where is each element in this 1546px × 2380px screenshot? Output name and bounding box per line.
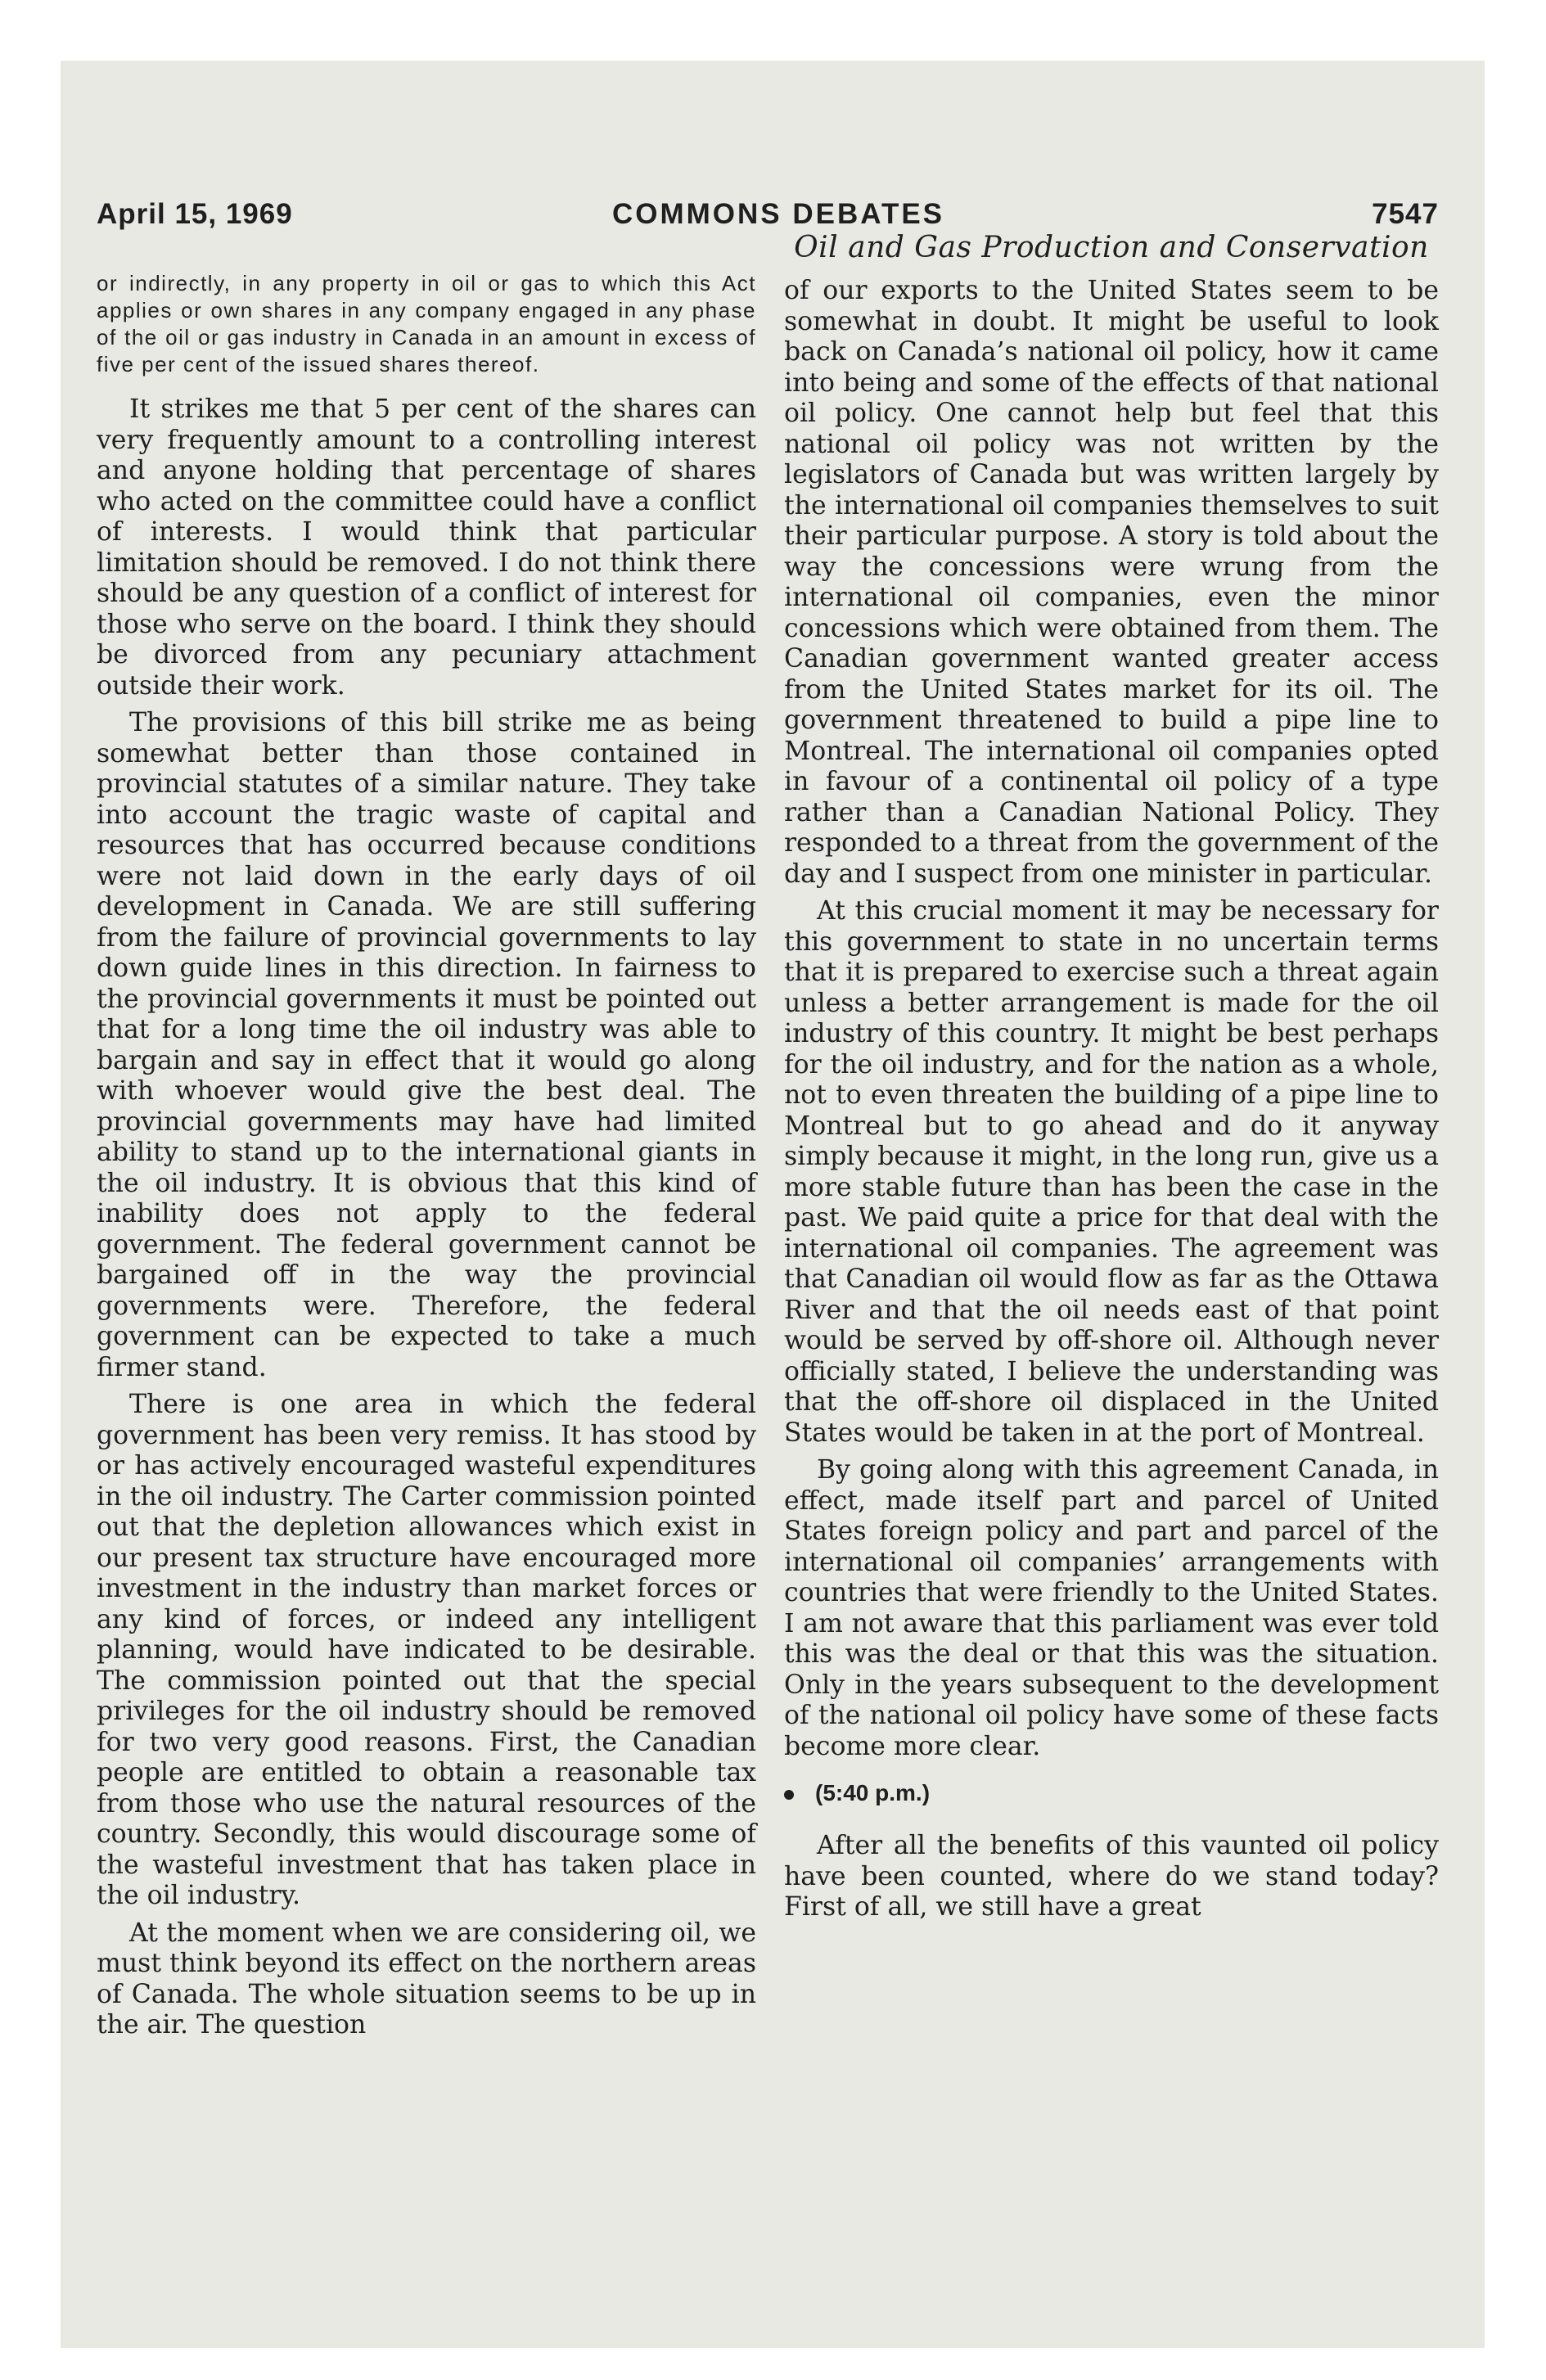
paragraph: By going along with this agreement Canada, in effect, made itself part and parcel of United States foreign policy and part and parcel of the international oil companies’ arrangements with countries that were friendly to the United States. I am not aware that this parliament was ever told this was the deal or that this was the situation. Only in the years subsequent to the development of the national oil policy have some of these facts become more clear.	[784, 1455, 1439, 1761]
header-date: April 15, 1969	[97, 198, 293, 230]
bullet-icon	[784, 1790, 794, 1800]
paragraph: At the moment when we are considering oil, we must think beyond its effect on the northern areas of Canada. The whole situation seems to be up in the air. The question	[97, 1918, 756, 2040]
quoted-clause: or indirectly, in any property in oil or gas to which this Act applies or own shares in any company engaged in any phase of the oil or gas industry in Canada in an amount in excess of five per cent of the issued shares thereof.	[97, 271, 756, 376]
paragraph: The provisions of this bill strike me as being somewhat better than those contained in provincial statutes of a similar nature. They take into account the tragic waste of capital and resources that has occurred because conditions were not laid down in the early days of oil development in Canada. We are still suffering from the failure of provincial governments to lay down guide lines in this direction. In fairness to the provincial governments it must be pointed out that for a long time the oil industry was able to bargain and say in effect that it would go along with whoever would give the best deal. The provincial governments may have had limited ability to stand up to the international giants in the oil industry. It is obvious that this kind of inability does not apply to the federal government. The federal government cannot be bargained off in the way the provincial governments were. Therefore, the federal government can be expected to take a much firmer stand.	[97, 708, 756, 1382]
paragraph-continuation: of our exports to the United States seem to be somewhat in doubt. It might be useful to look back on Canada’s national oil policy, how it came into being and some of the effects of that national oil policy. One cannot help but feel that this national oil policy was not written by the legislators of Canada but was written largely by the international oil companies themselves to suit their particular purpose. A story is told about the way the concessions were wrung from the international oil companies, even the minor concessions which were obtained from them. The Canadian government wanted greater access from the United States market for its oil. The government threatened to build a pipe line to Montreal. The international oil companies opted in favour of a continental oil policy of a type rather than a Canadian National Policy. They responded to a threat from the government of the day and I suspect from one minister in particular.	[784, 276, 1439, 889]
header-page-number: 7547	[1372, 198, 1439, 230]
paragraph: After all the benefits of this vaunted oil policy have been counted, where do we stand today? First of all, we still have a great	[784, 1831, 1439, 1922]
time-marker	[784, 1780, 1439, 1806]
paragraph: It strikes me that 5 per cent of the shares can very frequently amount to a controlling interest and anyone holding that percentage of shares who acted on the committee could have a conflict of interests. I would think that particular limitation should be removed. I do not think there should be any question of a conflict of interest for those who serve on the board. I think they should be divorced from any pecuniary attachment outside their work.	[97, 394, 756, 701]
right-column	[784, 231, 1439, 1930]
paragraph: At this crucial moment it may be necessary for this government to state in no uncertain terms that it is prepared to exercise such a threat again unless a better arrangement is made for the oil industry of this country. It might be best perhaps for the oil industry, and for the nation as a whole, not to even threaten the building of a pipe line to Montreal but to go ahead and do it anyway simply because it might, in the long run, give us a more stable future than has been the case in the past. We paid quite a price for that deal with the international oil companies. The agreement was that Canadian oil would flow as far as the Ottawa River and that the oil needs east of that point would be served by off-shore oil. Although never officially stated, I believe the understanding was that the off-shore oil displaced in the United States would be taken in at the port of Montreal.	[784, 896, 1439, 1448]
paragraph: There is one area in which the federal government has been very remiss. It has stood by or has actively encouraged wasteful expenditures in the oil industry. The Carter commission pointed out that the depletion allowances which exist in our present tax structure have encouraged more investment in the industry than market forces or any kind of forces, or indeed any intelligent planning, would have indicated to be desirable. The commission pointed out that the special privileges for the oil industry should be removed for two very good reasons. First, the Canadian people are entitled to obtain a reasonable tax from those who use the natural resources of the country. Secondly, this would discourage some of the wasteful investment that has taken place in the oil industry.	[97, 1390, 756, 1910]
header-title: COMMONS DEBATES	[612, 198, 945, 230]
subject-title: Oil and Gas Production and Conservation	[794, 231, 1429, 264]
left-column	[97, 270, 756, 2048]
time-marker-text: (5:40 p.m.)	[815, 1780, 931, 1805]
